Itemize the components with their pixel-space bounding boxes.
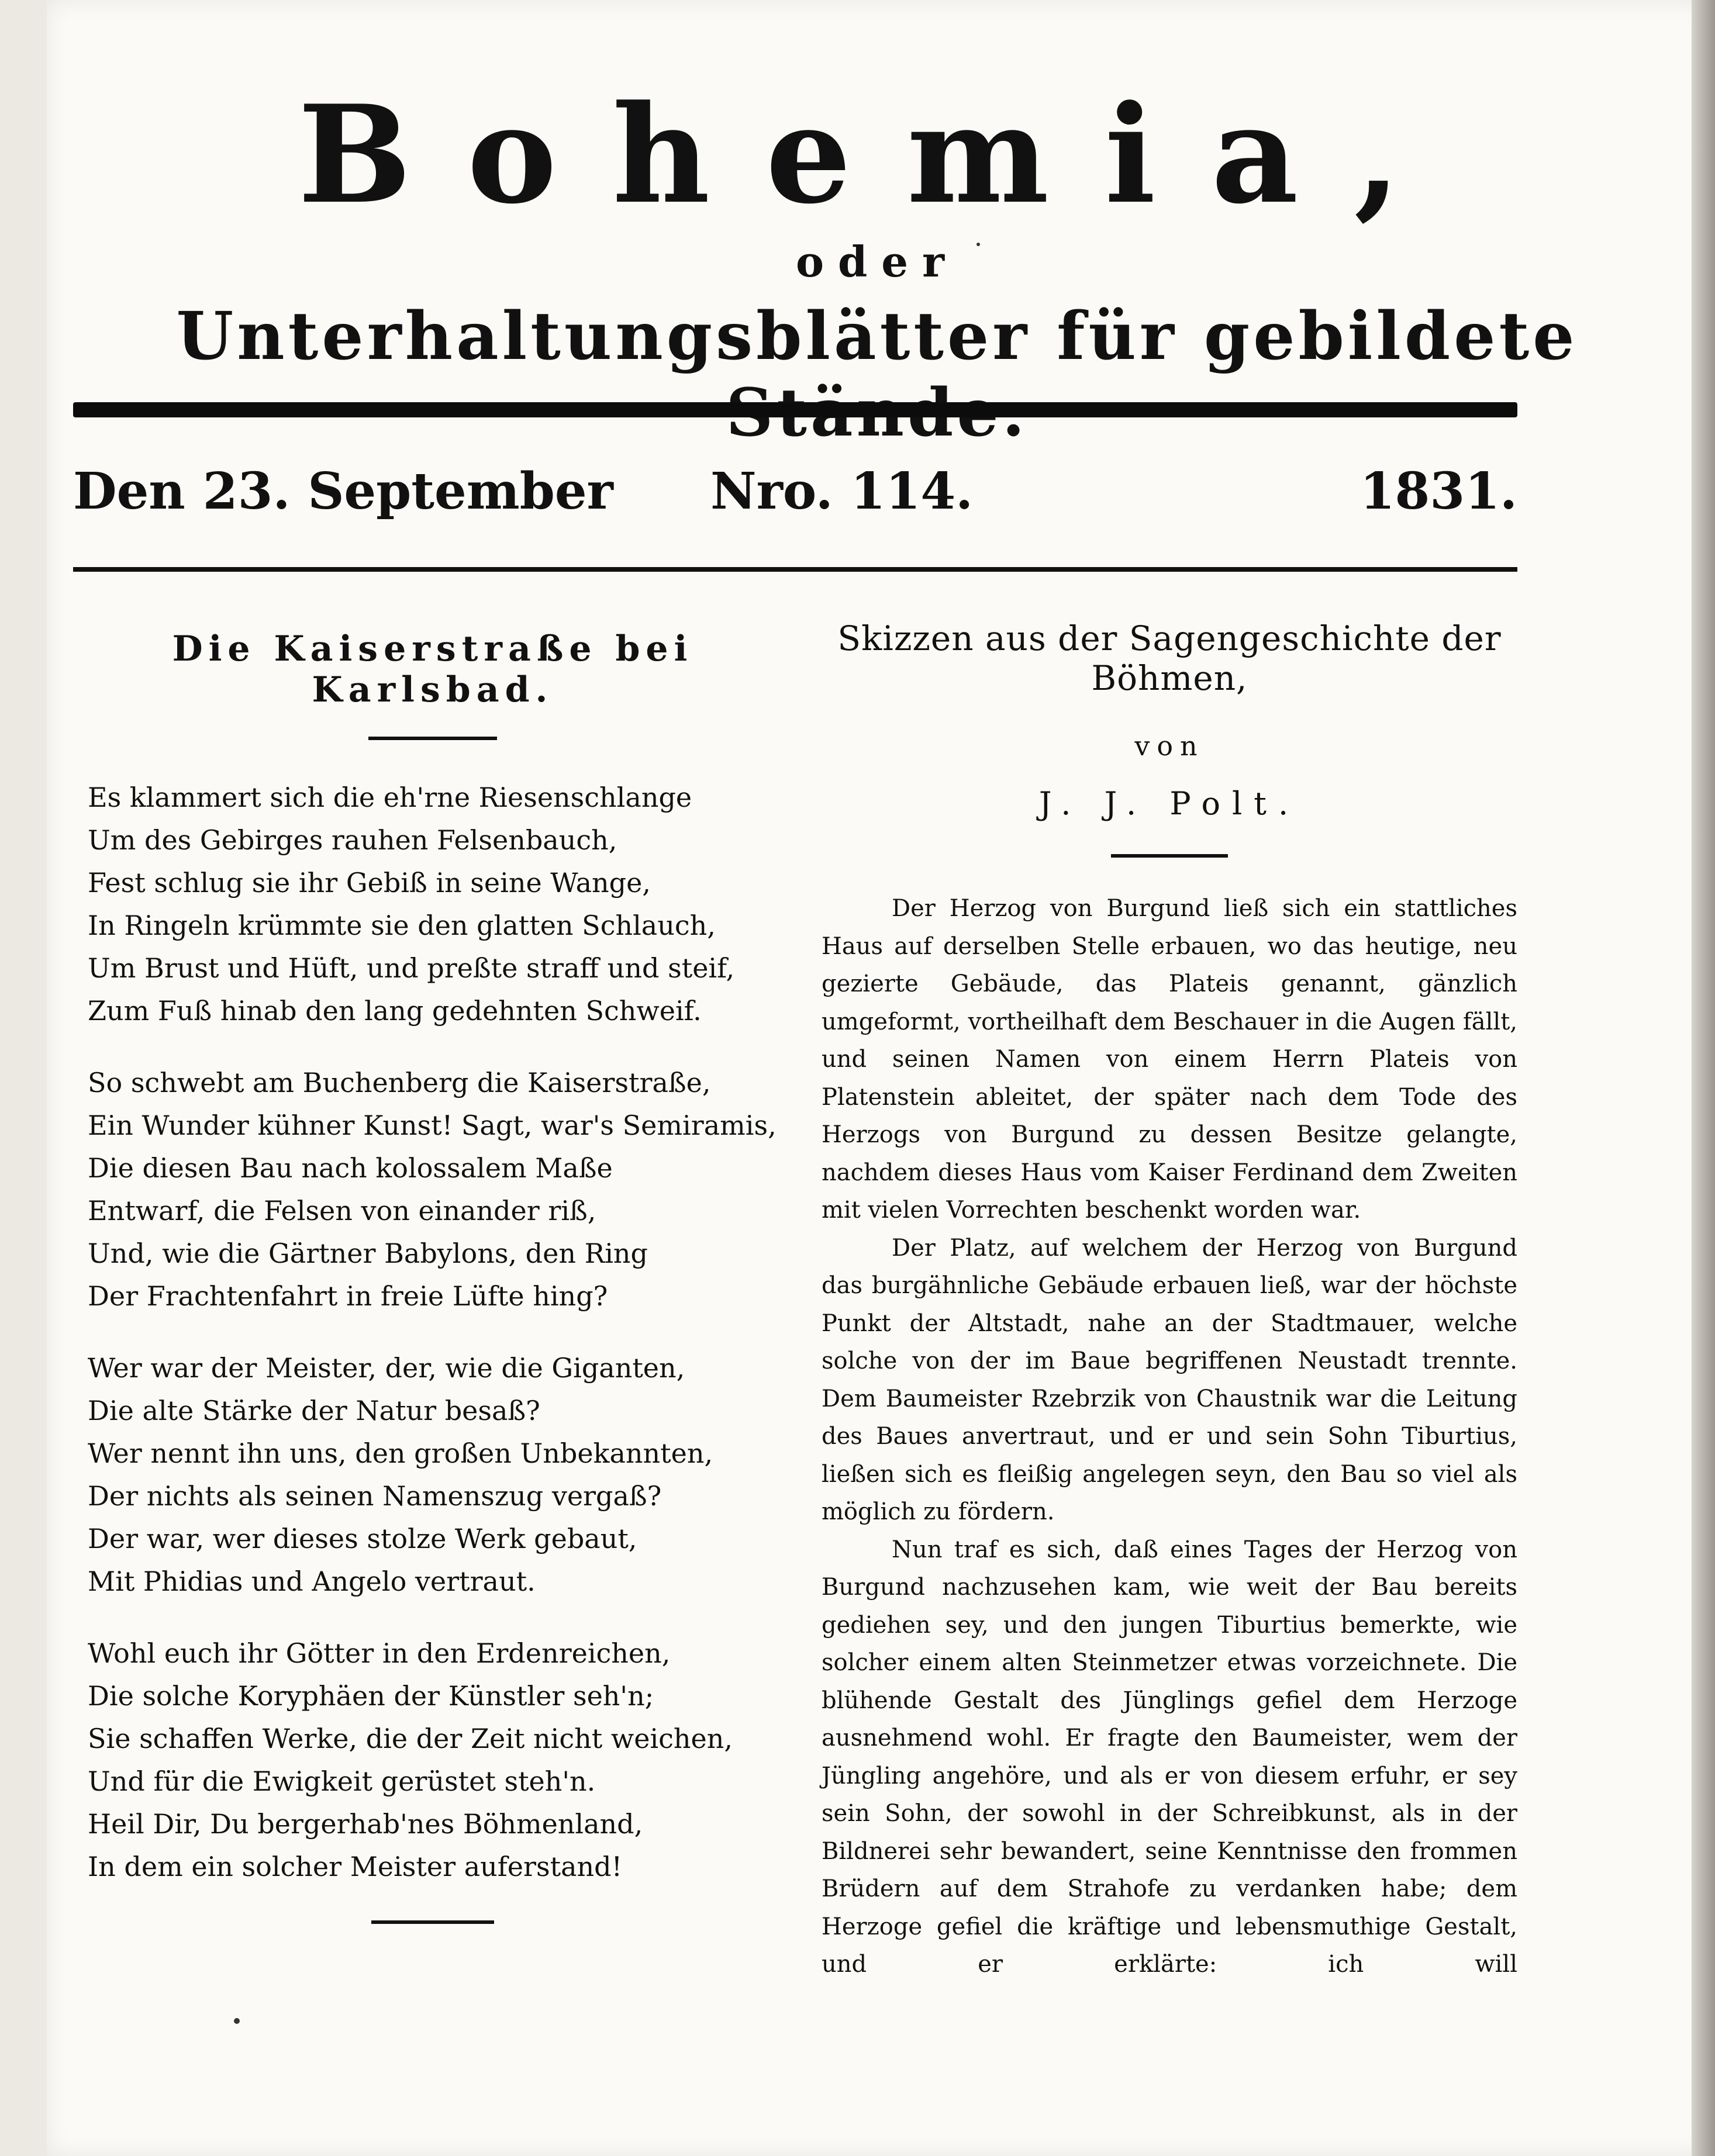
- stanza: [88, 776, 792, 1032]
- verse-line: Es klammert sich die eh'rne Riesenschlange: [88, 782, 692, 813]
- verse-line: Um des Gebirges rauhen Felsenbauch,: [88, 824, 617, 856]
- article-byline-von: von: [1134, 730, 1205, 762]
- verse-line: Und für die Ewigkeit gerüstet steh'n.: [88, 1765, 596, 1797]
- verse-line: Zum Fuß hinab den lang gedehnten Schweif.: [88, 995, 702, 1027]
- verse-line: So schwebt am Buchenberg die Kaiserstraße,: [88, 1067, 711, 1098]
- poem-title-rule: [368, 737, 497, 740]
- verse-line: Ein Wunder kühner Kunst! Sagt, war's Semiramis,: [88, 1110, 777, 1141]
- article-author: J. J. Polt.: [1038, 785, 1300, 822]
- verse-line: Wohl euch ihr Götter in den Erdenreichen,: [88, 1637, 671, 1669]
- verse-line: Heil Dir, Du bergerhab'nes Böhmenland,: [88, 1808, 643, 1840]
- issue-number: Nro. 114.: [710, 462, 974, 521]
- dateline-rule: [73, 567, 1517, 572]
- ink-speck: [234, 2018, 240, 2024]
- verse-line: Der nichts als seinen Namenszug vergaß?: [88, 1480, 662, 1512]
- stanza: [88, 1347, 792, 1603]
- page-binding-edge: [1692, 0, 1715, 2156]
- verse-line: Der war, wer dieses stolze Werk gebaut,: [88, 1523, 637, 1554]
- verse-line: Sie schaffen Werke, die der Zeit nicht weichen,: [88, 1723, 733, 1754]
- verse-line: In dem ein solcher Meister auferstand!: [88, 1851, 623, 1882]
- verse-line: Mit Phidias und Angelo vertraut.: [88, 1566, 536, 1597]
- verse-line: Wer nennt ihn uns, den großen Unbekannten,: [88, 1438, 713, 1469]
- stanza: [88, 1632, 792, 1888]
- previous-page-edge: [0, 0, 50, 2156]
- poem-column: [73, 614, 792, 1924]
- article-title: Skizzen aus der Sagengeschichte der Böhmen,: [837, 619, 1502, 698]
- verse-line: Fest schlug sie ihr Gebiß in seine Wange,: [88, 867, 651, 899]
- verse-line: Wer war der Meister, der, wie die Giganten,: [88, 1352, 685, 1384]
- article-column: [822, 614, 1517, 1984]
- article-paragraph: Der Herzog von Burgund ließ sich ein stattliches Haus auf derselben Stelle erbauen, wo das heutige, neu gezierte Gebäude, das Plateis genannt, gänzlich umgeformt, vortheilhaft dem Beschauer in die Augen fällt, und seinen Namen von einem Herrn Plateis von Platenstein ableitet, der später nach dem Tode des Herzogs von Burgund zu dessen Besitze gelangte, nachdem dieses Haus vom Kaiser Ferdinand dem Zweiten mit vielen Vorrechten beschenkt worden war.: [822, 895, 1517, 1224]
- verse-line: Entwarf, die Felsen von einander riß,: [88, 1195, 596, 1226]
- article-title-rule: [1111, 854, 1228, 858]
- masthead-title: Bohemia,: [298, 76, 1457, 234]
- newspaper-page: [47, 0, 1707, 2156]
- verse-line: Die alte Stärke der Natur besaß?: [88, 1395, 540, 1426]
- article-paragraph: Nun traf es sich, daß eines Tages der Herzog von Burgund nachzusehen kam, wie weit der Bau bereits gediehen sey, und den jungen Tiburtius bemerkte, wie solcher einem alten Steinmetzer etwas vorzeichnete. Die blühende Gestalt des Jünglings gefiel dem Herzoge ausnehmend wohl. Er fragte den Baumeister, wem der Jüngling angehöre, und als er von diesem erfuhr, er sey sein Sohn, der sowohl in der Schreibkunst, als in der Bildnerei sehr bewandert, seine Kenntnisse den frommen Brüdern auf dem Strahofe zu verdanken habe; dem Herzoge gefiel die kräftige und lebensmuthige Gestalt, und er erklärte: ich will: [822, 1536, 1517, 1978]
- stanza: [88, 1062, 792, 1318]
- masthead-rule: [73, 402, 1517, 417]
- verse-line: Und, wie die Gärtner Babylons, den Ring: [88, 1238, 648, 1269]
- issue-date: Den 23. September: [73, 462, 613, 521]
- verse-line: Die solche Koryphäen der Künstler seh'n;: [88, 1680, 654, 1712]
- verse-line: Der Frachtenfahrt in freie Lüfte hing?: [88, 1280, 608, 1312]
- poem-title: Die Kaiserstraße bei Karlsbad.: [172, 628, 693, 710]
- verse-line: In Ringeln krümmte sie den glatten Schlauch,: [88, 910, 716, 941]
- verse-line: Um Brust und Hüft, und preßte straff und steif,: [88, 952, 735, 984]
- article-paragraph: Der Platz, auf welchem der Herzog von Burgund das burgähnliche Gebäude erbauen ließ, war der höchste Punkt der Altstadt, nahe an der Stadtmauer, welche solche von der im Baue begriffenen Neustadt trennte. Dem Baumeister Rzebrzik von Chaustnik war die Leitung des Baues anvertraut, und er und sein Sohn Tiburtius, ließen sich es fleißig angelegen seyn, den Bau so viel als möglich zu fördern.: [822, 1234, 1517, 1525]
- dateline: [73, 462, 1517, 526]
- masthead-subtitle: Unterhaltungsblätter für gebildete: [176, 298, 1578, 375]
- poem-end-rule: [371, 1920, 494, 1924]
- verse-line: Die diesen Bau nach kolossalem Maße: [88, 1152, 613, 1184]
- ink-speck: [976, 243, 980, 246]
- issue-year: 1831.: [1359, 462, 1517, 521]
- masthead-oder: oder: [795, 237, 959, 286]
